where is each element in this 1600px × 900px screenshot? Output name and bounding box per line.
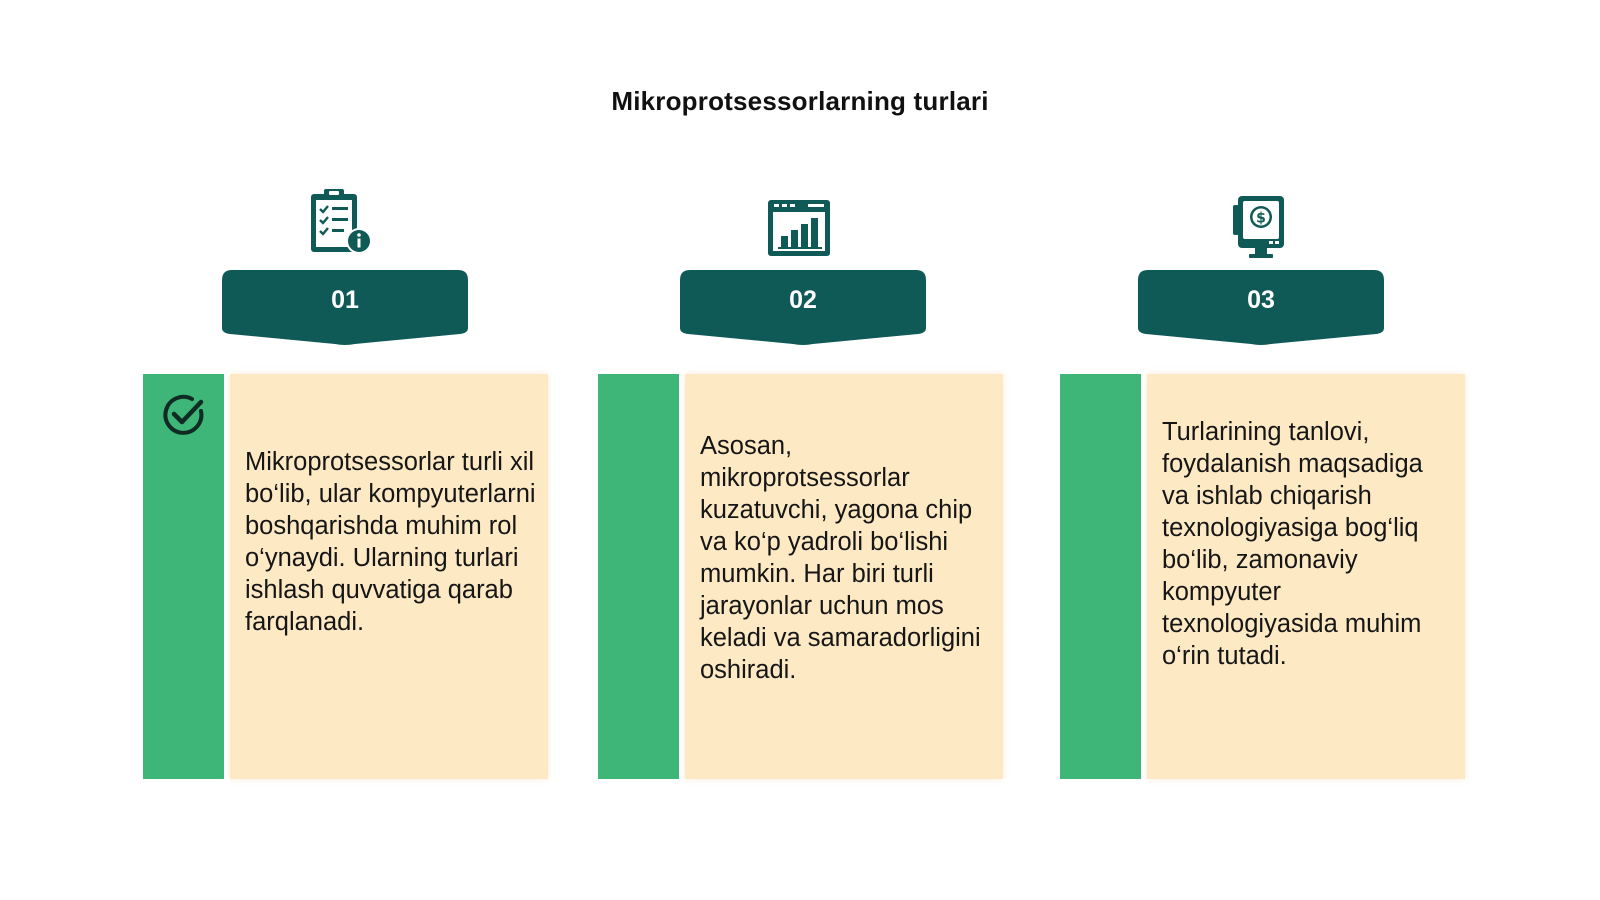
accent-bar [598,374,679,779]
text-panel [685,374,1003,779]
step-badge-03 [1138,270,1384,346]
step-badge-02 [680,270,926,346]
page-title: Mikroprotsessorlarning turlari [611,86,989,116]
step-description: Asosan, mikroprotsessorlar kuzatuvchi, yagona chip va ko‘p yadroli bo‘lishi mumkin. Har biri turli jarayonlar uchun mos keladi va samaradorligini oshiradi. [700,432,981,684]
step-description: Mikroprotsessorlar turli xil bo‘lib, ular kompyuterlarni boshqarishda muhim rol o‘ynaydi. Ularning turlari ishlash quvvatiga qarab farqlanadi. [245,448,536,636]
step-number: 03 [1247,286,1275,314]
svg-text:$: $ [1256,210,1266,227]
text-panel [230,374,548,779]
dollar-monitor-icon [1224,192,1296,264]
text-panel [1147,374,1465,779]
clipboard-checklist-info-icon [308,188,380,260]
bar-chart-window-icon [764,192,836,264]
accent-bar [143,374,224,779]
check-circle-icon [161,392,207,438]
step-number: 02 [789,286,817,314]
accent-bar [1060,374,1141,779]
step-description: Turlarining tanlovi, foydalanish maqsadiga va ishlab chiqarish texnologiyasiga bog‘liq bo‘lib, zamonaviy kompyuter texnologiyasida muhim o‘rin tutadi. [1162,418,1423,670]
step-badge-01 [222,270,468,346]
step-number: 01 [331,286,359,314]
